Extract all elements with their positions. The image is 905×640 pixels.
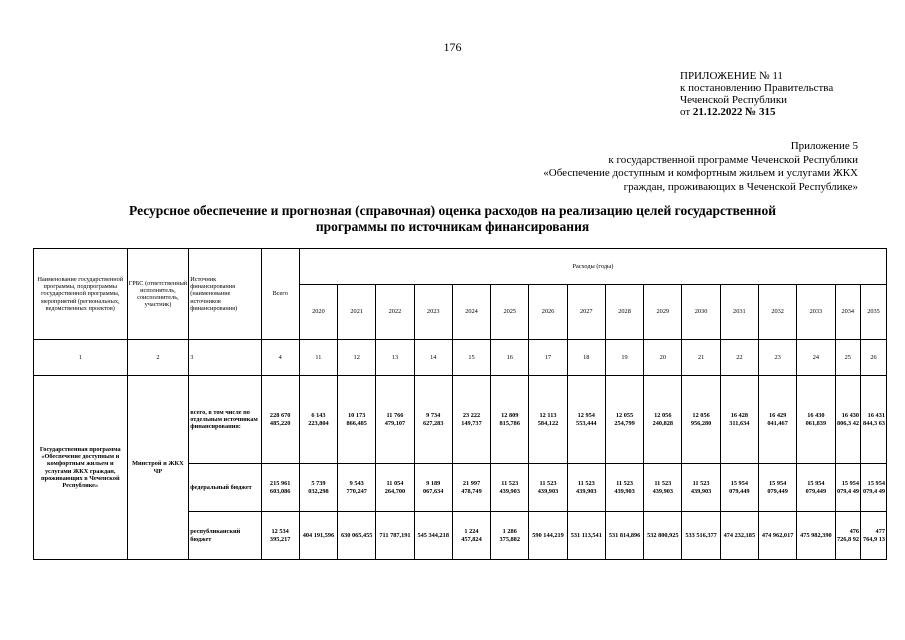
program-name-cell: Государственная программа «Обеспечение доступным и комфортным жильем и услугами ЖКХ граждан, проживающих в Чеченской Республике» [34, 376, 128, 560]
value-cell: 630 065,455 [338, 512, 376, 560]
value-cell: 15 954 079,449 [720, 464, 758, 512]
value-cell: 12 056 240,828 [644, 376, 682, 464]
year-header-cell: 2025 [491, 285, 529, 340]
year-header-cell: 2024 [452, 285, 490, 340]
header-total: Всего [261, 249, 299, 340]
value-cell: 11 523 439,903 [644, 464, 682, 512]
value-cell: 1 286 375,882 [491, 512, 529, 560]
value-cell: 9 189 067,634 [414, 464, 452, 512]
year-header-cell: 2030 [682, 285, 720, 340]
value-cell: 11 523 439,903 [529, 464, 567, 512]
value-cell: 16 428 311,634 [720, 376, 758, 464]
year-header-cell: 2021 [338, 285, 376, 340]
value-cell: 12 055 254,799 [605, 376, 643, 464]
value-cell: 532 800,925 [644, 512, 682, 560]
value-cell: 12 113 584,122 [529, 376, 567, 464]
value-cell: 15 954 079,449 [758, 464, 796, 512]
value-cell: 11 054 264,700 [376, 464, 414, 512]
column-number-cell: 12 [338, 340, 376, 376]
value-cell: 9 543 770,247 [338, 464, 376, 512]
year-header-cell: 2022 [376, 285, 414, 340]
resource-table [33, 248, 887, 560]
value-cell: 15 954 079,4 49 [835, 464, 861, 512]
appendix-line: к постановлению Правительства [680, 82, 834, 94]
appendix-date-prefix: от [680, 106, 693, 118]
column-number-cell: 2 [127, 340, 189, 376]
value-cell: 11 523 439,903 [605, 464, 643, 512]
year-header-cell: 2023 [414, 285, 452, 340]
value-cell: 590 144,219 [529, 512, 567, 560]
year-header-cell: 2029 [644, 285, 682, 340]
table-header-row [34, 249, 887, 285]
value-cell: 1 224 457,824 [452, 512, 490, 560]
value-cell: 15 954 079,4 49 [861, 464, 887, 512]
appendix-date: 21.12.2022 № 315 [692, 106, 776, 118]
column-number-cell: 23 [758, 340, 796, 376]
program-appendix-line: граждан, проживающих в Чеченской Республике» [623, 180, 858, 193]
header-expenses: Расходы (годы) [299, 249, 886, 285]
year-header-cell: 2028 [605, 285, 643, 340]
value-cell: 6 143 223,804 [299, 376, 337, 464]
column-number-cell: 21 [682, 340, 720, 376]
source-cell: республиканский бюджет [189, 512, 261, 560]
column-number-cell: 16 [491, 340, 529, 376]
header-grbs: ГРБС (ответственный исполнитель, соисполнитель, участник) [127, 249, 189, 340]
total-cell: 228 670 485,220 [261, 376, 299, 464]
year-header-cell: 2035 [861, 285, 887, 340]
value-cell: 474 232,185 [720, 512, 758, 560]
column-number-cell: 18 [567, 340, 605, 376]
source-cell: федеральный бюджет [189, 464, 261, 512]
grbs-cell: Минстрой и ЖКХ ЧР [127, 376, 189, 560]
column-number-cell: 3 [189, 340, 261, 376]
column-number-cell: 14 [414, 340, 452, 376]
value-cell: 9 734 627,283 [414, 376, 452, 464]
column-number-cell: 22 [720, 340, 758, 376]
appendix-date-line [680, 106, 833, 118]
value-cell: 11 523 439,903 [567, 464, 605, 512]
value-cell: 15 954 079,449 [797, 464, 835, 512]
column-number-cell: 13 [376, 340, 414, 376]
year-header-cell: 2031 [720, 285, 758, 340]
total-cell: 12 534 395,217 [261, 512, 299, 560]
column-number-cell: 20 [644, 340, 682, 376]
year-header-cell: 2027 [567, 285, 605, 340]
header-name: Наименование государственной программы, подпрограммы государственной программы, мероприятий (региональных, ведомственных проектов) [34, 249, 128, 340]
value-cell: 12 056 956,280 [682, 376, 720, 464]
year-header-cell: 2033 [797, 285, 835, 340]
source-cell: всего, в том числе по отдельным источникам финансирования: [189, 376, 261, 464]
column-number-cell: 17 [529, 340, 567, 376]
value-cell: 11 523 439,903 [491, 464, 529, 512]
value-cell: 21 997 478,749 [452, 464, 490, 512]
appendix-line: ПРИЛОЖЕНИЕ № 11 [680, 70, 783, 82]
title-line: программы по источникам финансирования [315, 219, 590, 234]
value-cell: 10 173 866,485 [338, 376, 376, 464]
program-appendix-line: Приложение 5 [790, 140, 858, 152]
value-cell: 404 191,596 [299, 512, 337, 560]
appendix-line: Чеченской Республики [680, 94, 788, 106]
year-header-cell: 2026 [529, 285, 567, 340]
value-cell: 531 113,541 [567, 512, 605, 560]
value-cell: 533 516,377 [682, 512, 720, 560]
value-cell: 711 787,191 [376, 512, 414, 560]
value-cell: 16 431 844,3 63 [861, 376, 887, 464]
value-cell: 16 430 061,839 [797, 376, 835, 464]
value-cell: 475 982,390 [797, 512, 835, 560]
program-appendix-header [543, 140, 858, 194]
value-cell: 16 429 041,467 [758, 376, 796, 464]
value-cell: 12 809 815,786 [491, 376, 529, 464]
column-number-cell: 24 [797, 340, 835, 376]
column-number-cell: 1 [34, 340, 128, 376]
year-header-cell: 2034 [835, 285, 861, 340]
value-cell: 11 766 479,107 [376, 376, 414, 464]
table-row [34, 376, 887, 464]
program-appendix-line: «Обеспечение доступным и комфортным жильем и услугами ЖКХ [543, 167, 858, 179]
column-number-cell: 25 [835, 340, 861, 376]
value-cell: 477 764,9 13 [861, 512, 887, 560]
value-cell: 545 344,218 [414, 512, 452, 560]
document-title [40, 203, 865, 235]
column-number-cell: 11 [299, 340, 337, 376]
column-number-cell: 4 [261, 340, 299, 376]
header-source: Источник финансирования (наименование источников финансирования) [189, 249, 261, 340]
appendix-header [680, 70, 833, 118]
value-cell: 11 523 439,903 [682, 464, 720, 512]
total-cell: 215 961 603,086 [261, 464, 299, 512]
value-cell: 531 814,896 [605, 512, 643, 560]
value-cell: 23 222 149,737 [452, 376, 490, 464]
column-number-cell: 26 [861, 340, 887, 376]
page-number: 176 [443, 40, 462, 54]
value-cell: 12 954 553,444 [567, 376, 605, 464]
year-header-cell: 2032 [758, 285, 796, 340]
year-header-cell: 2020 [299, 285, 337, 340]
title-line: Ресурсное обеспечение и прогнозная (справочная) оценка расходов на реализацию целей государственной [129, 203, 776, 218]
column-number-cell: 15 [452, 340, 490, 376]
column-number-cell: 19 [605, 340, 643, 376]
value-cell: 474 962,017 [758, 512, 796, 560]
value-cell: 5 739 032,298 [299, 464, 337, 512]
value-cell: 16 430 806,3 42 [835, 376, 861, 464]
table-column-numbers-row [34, 340, 887, 376]
value-cell: 476 726,8 92 [835, 512, 861, 560]
program-appendix-line: к государственной программе Чеченской Республики [608, 153, 858, 166]
